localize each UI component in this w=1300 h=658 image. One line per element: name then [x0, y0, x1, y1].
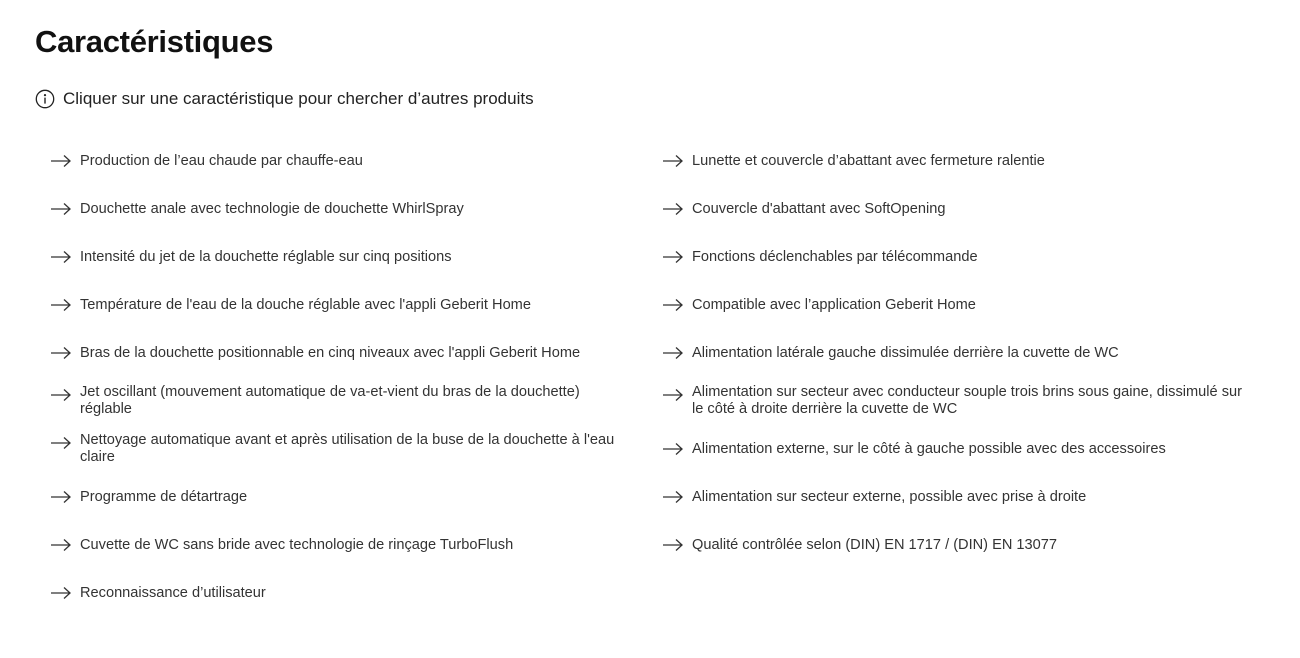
feature-link[interactable] [662, 377, 1247, 425]
arrow-right-icon [50, 298, 72, 312]
feature-link[interactable] [50, 473, 635, 521]
feature-link[interactable] [662, 473, 1247, 521]
feature-label: Jet oscillant (mouvement automatique de va-et-vient du bras de la douchette) réglable [80, 384, 580, 417]
feature-label: Cuvette de WC sans bride avec technologie de rinçage TurboFlush [80, 536, 514, 553]
arrow-right-icon [50, 202, 72, 216]
feature-list-right [662, 137, 1247, 569]
arrow-right-icon [662, 154, 684, 168]
feature-label: Intensité du jet de la douchette réglable sur cinq positions [80, 248, 452, 265]
feature-label: Alimentation sur secteur externe, possible avec prise à droite [692, 488, 1087, 505]
feature-label: Température de l'eau de la douche réglable avec l'appli Geberit Home [80, 296, 531, 313]
arrow-right-icon [662, 298, 684, 312]
feature-link[interactable] [50, 377, 635, 425]
feature-link[interactable] [662, 185, 1247, 233]
arrow-right-icon [50, 538, 72, 552]
arrow-right-icon [662, 442, 684, 456]
feature-link[interactable] [662, 521, 1247, 569]
arrow-right-icon [662, 202, 684, 216]
arrow-right-icon [662, 346, 684, 360]
feature-label: Reconnaissance d’utilisateur [80, 584, 266, 601]
arrow-right-icon [50, 154, 72, 168]
feature-link[interactable] [50, 233, 635, 281]
info-icon [35, 89, 55, 109]
feature-link[interactable] [662, 329, 1247, 377]
feature-link[interactable] [662, 137, 1247, 185]
feature-list-left [50, 137, 635, 617]
feature-label: Couvercle d'abattant avec SoftOpening [692, 200, 946, 217]
arrow-right-icon [50, 388, 72, 402]
hint-row [35, 87, 534, 111]
arrow-right-icon [50, 436, 72, 450]
arrow-right-icon [662, 388, 684, 402]
feature-label: Alimentation latérale gauche dissimulée derrière la cuvette de WC [692, 344, 1119, 361]
arrow-right-icon [50, 586, 72, 600]
feature-link[interactable] [50, 281, 635, 329]
feature-link[interactable] [50, 569, 635, 617]
section-title: Caractéristiques [35, 24, 274, 59]
arrow-right-icon [50, 490, 72, 504]
feature-label: Nettoyage automatique avant et après utilisation de la buse de la douchette à l'eau claire [80, 432, 615, 465]
arrow-right-icon [50, 250, 72, 264]
feature-label: Production de l’eau chaude par chauffe-eau [80, 152, 363, 169]
feature-label: Fonctions déclenchables par télécommande [692, 248, 978, 265]
feature-link[interactable] [50, 185, 635, 233]
feature-link[interactable] [662, 425, 1247, 473]
feature-label: Alimentation externe, sur le côté à gauche possible avec des accessoires [692, 440, 1166, 457]
feature-label: Programme de détartrage [80, 488, 248, 505]
arrow-right-icon [662, 490, 684, 504]
feature-link[interactable] [50, 329, 635, 377]
feature-link[interactable] [50, 521, 635, 569]
arrow-right-icon [50, 346, 72, 360]
arrow-right-icon [662, 250, 684, 264]
feature-label: Douchette anale avec technologie de douchette WhirlSpray [80, 200, 464, 217]
feature-link[interactable] [662, 233, 1247, 281]
feature-link[interactable] [50, 137, 635, 185]
feature-label: Bras de la douchette positionnable en cinq niveaux avec l'appli Geberit Home [80, 344, 581, 361]
feature-label: Compatible avec l’application Geberit Home [692, 296, 976, 313]
feature-label: Alimentation sur secteur avec conducteur souple trois brins sous gaine, dissimulé sur le côté à droite derrière la cuvette de WC [692, 384, 1242, 417]
feature-label: Lunette et couvercle d’abattant avec fermeture ralentie [692, 152, 1045, 169]
feature-link[interactable] [50, 425, 635, 473]
feature-label: Qualité contrôlée selon (DIN) EN 1717 / (DIN) EN 13077 [692, 536, 1058, 553]
arrow-right-icon [662, 538, 684, 552]
hint-text: Cliquer sur une caractéristique pour chercher d’autres produits [63, 89, 534, 108]
feature-link[interactable] [662, 281, 1247, 329]
